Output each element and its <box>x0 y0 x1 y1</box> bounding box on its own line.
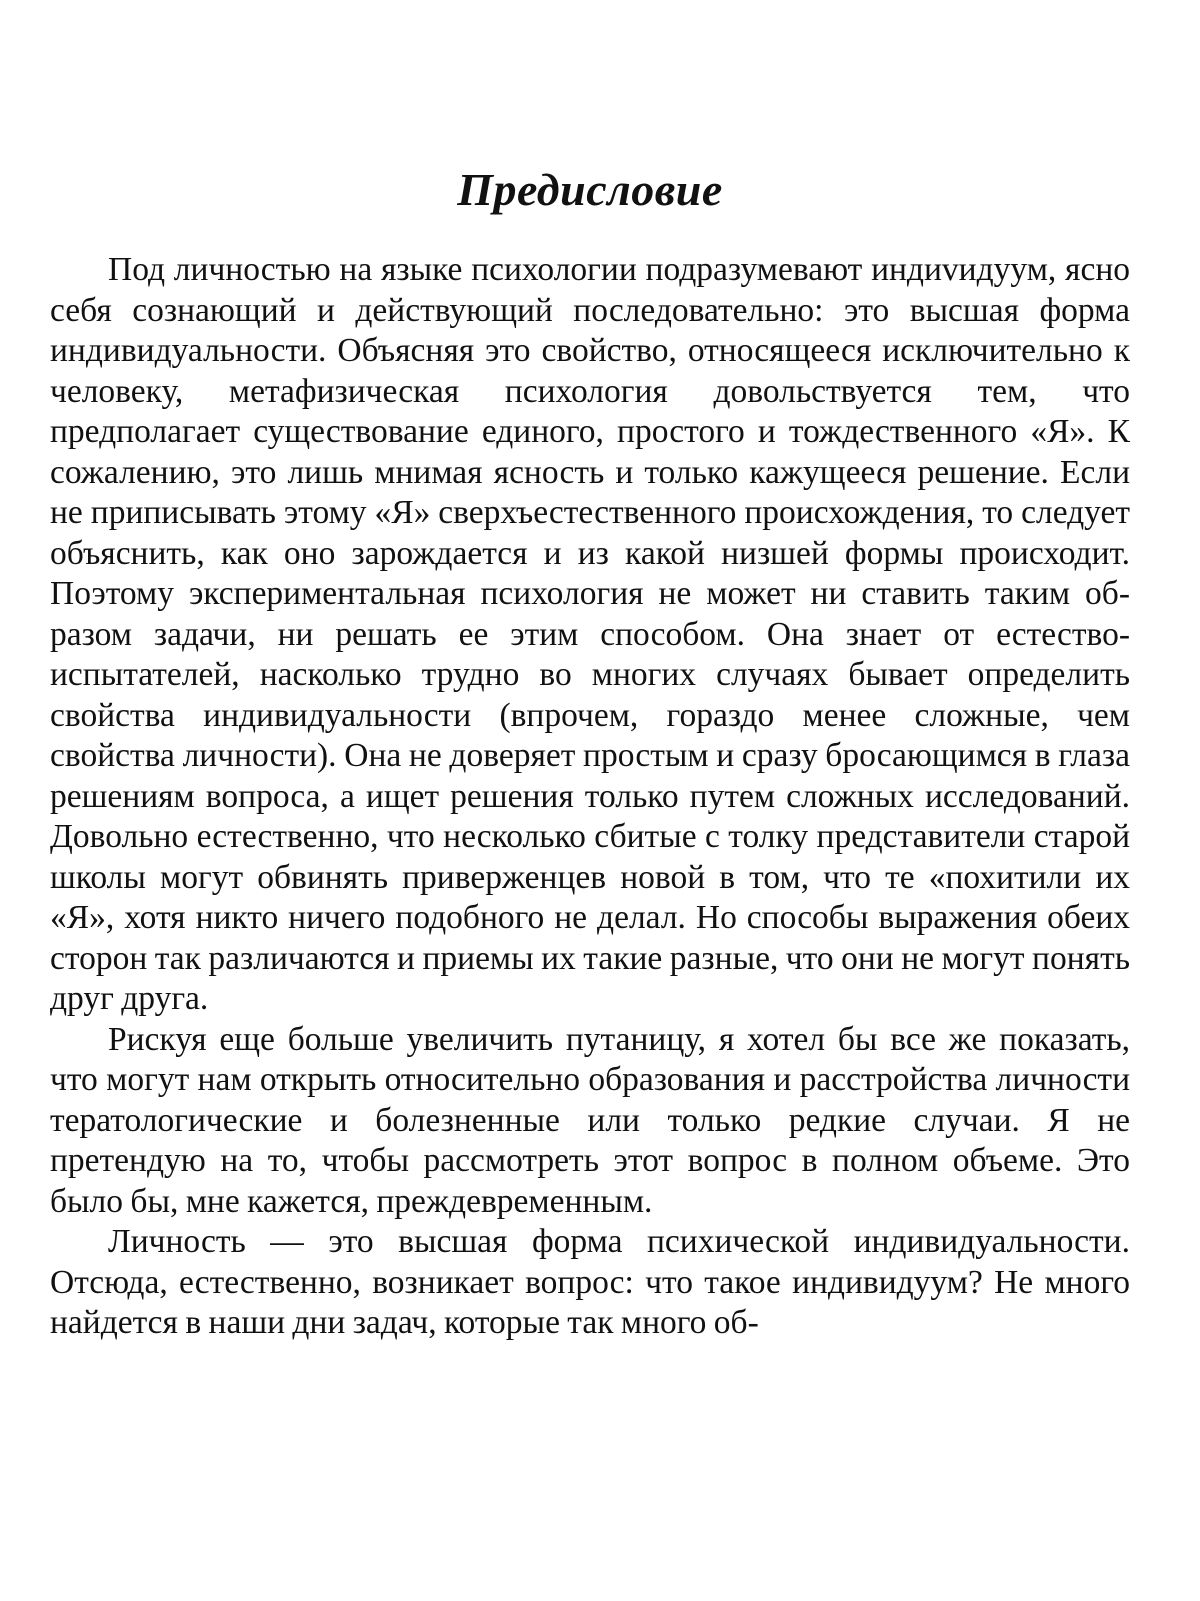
paragraph-3: Личность — это высшая форма психической индивидуальности. Отсюда, естественно, возникает вопрос: что такое индивидуум? Не много найдется в наши дни задач, которые так много об- <box>50 1223 1130 1341</box>
book-page <box>50 160 1130 1344</box>
paragraph-1: Под личностью на языке психологии подразумевают индиvидуум, ясно себя сознающий и действующий последовательно: это высшая форма индивидуальности. Объясняя это свойство, относящееся исключительно к человеку, метафизическая психология довольствуется тем, что предполагает существование единого, простого и тождественного «Я». К сожалению, это лишь мнимая ясность и только кажущееся решение. Если не приписывать этому «Я» сверхъестественного происхождения, то следует объяснить, как оно зарождается и из какой низшей формы происходит. Поэтому экспериментальная психология не может ни ставить таким образом задачи, ни решать ее этим способом. Она знает от естествоиспытателей, насколько трудно во многих случаях бывает определить свойства индивидуальности (впрочем, гораздо менее сложные, чем свойства личности). Она не доверяет простым и сразу бросающимся в глаза решениям вопроса, а ищет решения только путем сложных исследований. Довольно естественно, что несколько сбитые с толку представители старой школы могут обвинять приверженцев новой в том, что те «похитили их «Я», хотя никто ничего подобного не делал. Но способы выражения обеих сторон так различаются и приемы их такие разные, что они не могут понять друг друга. <box>50 251 1130 1017</box>
paragraph-2: Рискуя еще больше увеличить путаницу, я хотел бы все же показать, что могут нам открыть относительно образования и расстройства личности тератологические и болезненные или только редкие случаи. Я не претендую на то, чтобы рассмотреть этот вопрос в полном объеме. Это было бы, мне кажется, преждевременным. <box>50 1020 1130 1220</box>
page-title: Предисловие <box>457 164 723 215</box>
